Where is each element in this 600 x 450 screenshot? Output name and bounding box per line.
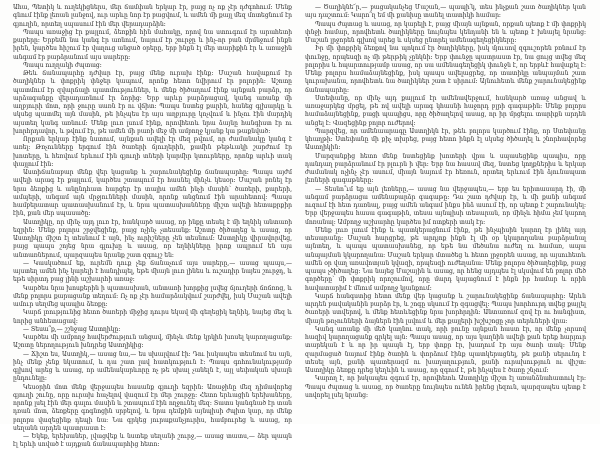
dialogue-paragraph: — Եկեք, երեխաներ, լվացվեք և նստեք սեղանի շուրջ,— ասաց տատս,— ձեր պապն էլ երևի սոված է այդքան ճանապարհից հետո։ [13, 433, 292, 449]
paragraph: Կարծես մի ամբողջ հավերժություն անցավ, մինչև մենք կրկին խոսել կարողացանք։ Աշոտը ներողություն խնդրեց Աստղիկից։ [13, 334, 292, 350]
dialogue-paragraph: — Ճիշտ ես, Աստղիկ,— ասաց նա,— ես սխալվում էի։ Դու իսկապես տեսնում ես այն, ինչ մենք չենք նկատում, և դա շատ լավ հատկություն է։ Պապս գոհունակությամբ գլխով արեց և ասաց, որ ամենակարևորը ոչ թե սխալ չանելն է, այլ սեփական սխալն ընդունելը։ [13, 350, 292, 383]
right-column [305, 4, 586, 420]
paragraph: Կարճ լռությունից հետո ծառերի միջից դուրս եկավ մի գեղեցիկ եղնիկ, նայեց մեզ և նորից անհետացավ։ [13, 309, 292, 325]
paragraph: Պապս ժպտաց և ասաց, որ կարելի է, բայց միայն այնքան, որքան պետք է մի փոքրիկ փնջի համար, որովհետև ծաղիկները նույնպես կենդանի են և պետք է խնայել նրանց։ Մաշան լրջորեն գլխով արեց և սկսեց ընտրել ամենագեղեցիկները։ [305, 20, 586, 44]
paragraph: Պապս ուղղակի ժպտաց։ [23, 61, 102, 69]
paragraph: Ահա, Պետիկ և ուղեկիցներս, մեր ճամփան երկար էր, բայց ոչ ոք չէր դժգոհում։ Մենք գնում էինք լեռան լանջով, ուր արևը նոր էր բացվում, և ամեն մի քայլ մեզ մոտեցնում էր գյուղին, որտեղ սպասում էին մեր վերադարձին։ [13, 4, 292, 28]
paragraph: Կարող է, որ իսկապես զգում էր, որովհետև Աստղիկը միշտ էլ առանձնահատուկ էր։ Պապս ժպտաց և ասաց, որ ծառերը նույնպես ունեն իրենց լեզուն, պարզապես պետք է սովորել լսել նրանց։ [305, 375, 586, 399]
paragraph: Կանգ առանք մի մեծ կաղնու տակ, որի բունը այնքան հաստ էր, որ մենք չորսով հազիվ կարողացանք գրկել այն։ Պապս ասաց, որ այս կաղնին ավելի քան երեք հարյուր տարեկան է և որ իր պապն էլ, երբ փոքր էր, խաղում էր այս ծառի տակ։ Մենք զարմացած նայում էինք ծառին և փորձում էինք պատկերացնել, թե քանի սերունդ է տեսել այն, քանի պատերազմ ու խաղաղություն, քանի ուրախություն ու վիշտ։ Աստղիկը ձեռքը դրեց կեղևին և ասաց, որ զգում է, թե ինչպես է ծառը շնչում։ [305, 325, 586, 374]
paragraph: Աստիճանաբար մենք վեր կացանք և շարունակեցինք ճանապարհը։ Պապս այժմ ավելի արագ էր քայլում, կարծես շտապում էր հասնել մինչև կեսօր։ Մաշան բռնել էր նրա ձեռքից և անընդհատ հարցեր էր տալիս ամեն ինչի մասին՝ ծառերի, քարերի, ամպերի, անգամ այն մրջյունների մասին, որոնք անցնում էին արահետով։ Պապս համբերատար պատասխանում էր, և նրա պատասխանները միշտ ավելի հետաքրքիր էին, քան մեր սպասածը։ [13, 169, 292, 218]
paragraph: Կեսօրին մոտ մենք վերջապես հասանք գյուղի եզրին։ Առաջինը մեզ դիմավորեց գյուղի շունը, որը ուրախ հաչելով վազում էր մեր շուրջը։ Հետո երևացին երեխաները, որոնք լսել էին մեր գալու մասին և շտապում էին ողջունել մեզ։ Տատս կանգնած էր տան դռան մոտ, ձեռքերը գոգնոցին սրբելով, և նրա դեմքին այնպիսի ժպիտ կար, որ մենք բոլորս վազեցինք դեպի նա։ Նա գրկեց յուրաքանչյուրիս, համբուրեց և ասաց, որ սեղանն արդեն պատրաստ է։ [13, 383, 292, 432]
paragraph: Աստղիկը, որ մինչ այդ լուռ էր, հանկարծ ասաց, որ ինքը տեսել է մի եղնիկ անտառի եզրին։ Մենք բոլորս շրջվեցինք, բայց ոչինչ չտեսանք։ Աշոտը ծիծաղեց և ասաց, որ Աստղիկը միշտ էլ տեսնում է այն, ինչ ուրիշները չեն տեսնում։ Աստղիկը վիրավորվեց, բայց պապս շոյեց նրա գլուխը և ասաց, որ եղնիկները իրոք ապրում են այս անտառներում, պարզապես նրանք շատ զգույշ են։ [13, 218, 292, 259]
paragraph: Կարծես նրա խոսքերին ի պատասխան, անտառի խորքից լսվեց ճյուղերի ճռճռոց, և մենք բոլորս քարացանք տեղում։ Ոչ ոք չէր համարձակվում շարժվել, իսկ Մաշան ավելի ամուր սեղմեց պապիս ձեռքը։ [13, 284, 292, 308]
dialogue-paragraph: — Տեսնո՞ւմ եք այն լեռները,— ասաց նա վերջապես,— երբ ես երիտասարդ էի, մի անգամ բարձրացա ամենաբարձր գագաթը։ Դա շատ դժվար էր, և մի քանի անգամ ուզում էի հետ դառնալ, բայց ամեն անգամ ինքս ինձ ասում էի, որ պետք է շարունակել։ Երբ վերջապես հասա գագաթին, տեսա այնպիսի տեսարան, որ մինչև հիմա չեմ կարող մոռանալ։ Ամբողջ աշխարհը կարծես իմ ոտքերի տակ էր։ [305, 185, 586, 226]
dialogue-paragraph: — Տեսա՞ք,— շշնջաց Աստղիկը։ [23, 325, 121, 333]
paragraph: Կարճ հանգստից հետո մենք վեր կացանք և շարունակեցինք ճանապարհը։ Արևն արդեն բավականին բարձր էր, և շոգը սկսում էր զգացվել։ Պապս խորհուրդ տվեց քայլել ծառերի ստվերով, և մենք հետևեցինք նրա խորհրդին։ Անտառում զով էր ու հանգիստ, միայն թռչունների ձայներն էին լսվում և մեր քայլերի խշխշոցը չոր տերևների վրա։ [305, 292, 586, 325]
dialogue-paragraph: — Ծաղիկնե՜ր,— բացականչեց Մաշան,— պապի՛կ, տես ինչքան շատ ծաղիկներ կան այս դաշտում։ Կարո՞ղ եմ մի քանիսը տանել տատիկի համար։ [305, 4, 586, 20]
paragraph: Ստեփանը, որ մինչ այդ քայլում էր ամենավերջում, հանկարծ առաջ անցավ և առաջարկեց մրցել, թե ով ավելի արագ կհասնի հաջորդ բլրի գագաթին։ Մենք բոլորս համաձայնեցինք, բացի պապիցս, որը ծիծաղելով ասաց, որ իր մրցելու տարիքն արդեն անցել է։ Վազեցինք բոլոր ուժերով։ [305, 94, 586, 127]
paragraph: Պապս առաջից էր քայլում, ձեռքին հին մահակը, որով նա ստուգում էր արահետի քարերը։ Երբեմն նա կանգ էր առնում, նայում էր շուրջը և ինչ-որ բան մրմնջում ինքն իրեն, կարծես հիշում էր վաղուց անցած օրերը, երբ ինքն էլ մեր տարիքին էր և առաջին անգամ էր բարձրանում այս սարերը։ [13, 28, 292, 61]
paragraph: Պարզվեց, որ ամենաարագը Աստղիկն էր, թեև բոլորս կարծում էինք, որ Ստեփանը կհաղթի։ Ստեփանը մի քիչ տխրեց, բայց հետո ինքն էլ սկսեց ծիծաղել և շնորհավորեց Աստղիկին։ [305, 127, 586, 152]
paragraph: Թեև ճանապարհը դժվար էր, բայց մենք ուրախ էինք։ Մաշան հավաքում էր ծաղիկներ և փոքրիկ փնջեր կապում, որոնք հետո նվիրում էր բոլորին։ Աշոտը պատմում էր զվարճալի պատմություններ, և մենք ծիծաղում էինք այնքան բարձր, որ արձագանքը վերադառնում էր ձորից։ Երբ արևը բարձրացավ, կանգ առանք մի աղբյուրի մոտ, որի ջուրը սառն էր ու վճիտ։ Պապս նստեց քարին, հանեց գլխարկը և սկսեց պատմել այն մասին, թե ինչպես էր այս աղբյուրը կոչվում և ինչու էին մարդիկ այստեղ կանգ առնում։ Մենք լուռ լսում էինք, որովհետև նրա ձայնը հանգիստ էր ու խորհրդավոր, և թվում էր, թե ամեն մի բառի մեջ մի ամբողջ կյանք կա թաքնված։ [13, 70, 292, 135]
dialogue-paragraph: — Կասկածում եք, ուրեմն դուք չեք ճանաչում այս սարերը,— ասաց պապս,— այստեղ ամեն ինչ կարելի է հանդիպել, եթե միայն լուռ լինես և ուշադիր նայես շուրջդ, և եթե սիրտդ բաց լինի աշխարհի առաջ։ [13, 259, 292, 284]
paragraph: Մարզանքից հետո մենք նստեցինք խոտերի վրա և սպասեցինք պապիս, որը դանդաղ բարձրանում էր բլուրն ի վեր։ Երբ նա հասավ մեզ, նստեց կողքներիս և երկար ժամանակ ոչինչ չէր ասում, միայն նայում էր հեռուն, որտեղ երևում էին ձյունապատ լեռների գագաթները։ [305, 152, 586, 185]
paragraph: Որքան երկար էինք նստում, այնքան ավելի էր մեզ թվում, որ ժամանակը կանգ է առել։ Թռչունները երգում էին ծառերի ճյուղերին, քամին թեթևակի շարժում էր խոտերը, և հեռվում երևում էին գյուղի տների կարմիր կտուրները, որոնք արևի տակ փայլում էին։ [13, 136, 292, 168]
paragraph: Մենք լուռ լսում էինք և պատկերացնում էինք, թե ինչպիսին կարող էր լինել այդ տեսարանը։ Մաշան հարցրեց, թե արդյոք ինքն էլ մի օր կկարողանա բարձրանալ այնտեղ, և պապս պատասխանեց, որ եթե նա մեծանա ուժեղ ու համառ, ապա անպայման կկարողանա։ Մաշան երկար մտածեց և հետո լրջորեն ասաց, որ այսուհետև ամեն օր վաղ առավոտյան կվազի, որպեսզի ուժեղանա։ Մենք բոլորս ծիծաղեցինք, բայց պապս չծիծաղեց։ Նա նայեց Մաշային և ասաց, որ հենց այդպես էլ սկսվում են բոլոր մեծ գործերը՝ մի փոքրիկ որոշումով, որը մարդ կայացնում է ինքն իր համար և որին հավատարիմ է մնում ամբողջ կյանքում։ [305, 226, 586, 292]
paragraph: Իր մի փոքրիկ ձեռքով նա պոկում էր ծաղիկները, իսկ մյուսով զգուշորեն բռնում էր փունջը, որպեսզի ոչ մի թերթիկ չընկնի։ Երբ փունջը պատրաստ էր, նա ցույց տվեց մեզ բոլորիս և հպարտությամբ ասաց, որ սա ամենագեղեցիկ փունջն է, որ երբևէ հավաքել է։ Մենք բոլորս համաձայնեցինք, իսկ պապս ավելացրեց, որ տատիկը անպայման շատ կուրախանա, որովհետև նա ծաղիկներ շատ է սիրում։ Այնուհետև մենք շարունակեցինք ճանապարհը։ [305, 45, 586, 94]
left-column [13, 4, 292, 449]
